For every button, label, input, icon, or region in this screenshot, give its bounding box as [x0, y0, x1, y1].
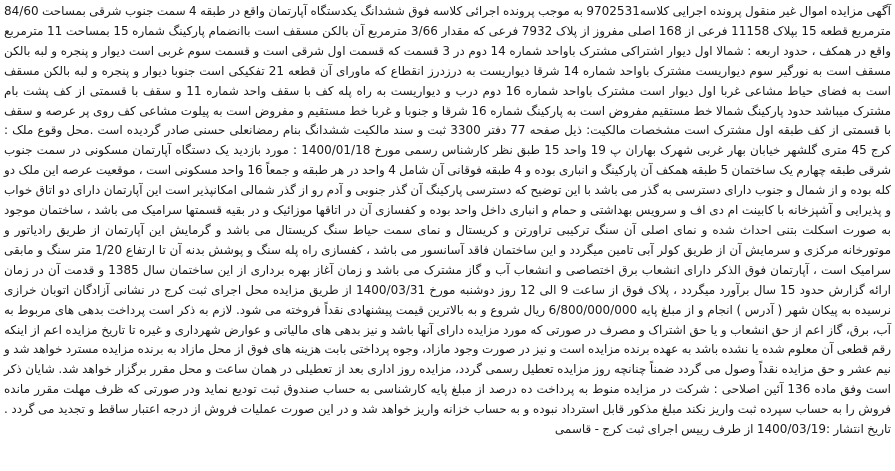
auction-notice-text: آگهی مزایده اموال غیر منقول پرونده اجرایی کلاسه9702531 به موجب پرونده اجرائی کلاسه فوق ششدانگ یکدستگاه آپارتمان واقع در طبقه 4 سمت جنوب شرقی بمساحت 84/60 مترمربع قطعه 15 بپلاک 11158 فرعی از 168 اصلی مفروز از پلاک 7932 فرعی که مقدار 3/66 مترمربع آن بالکن مسقف است باانضمام پارکینگ شماره 15 بمساحت 11 مترمربع واقع در همکف ، حدود اربعه : شمالا اول دیوار اشتراکی مشترک باواحد شماره 14 دوم در 3 قسمت که قسمت اول شرقی است و قسمت سوم غربی است دیوار و پنجره و لبه بالکن مسقف است به نورگیر سوم دیواریست مشترک باواحد شماره 14 شرقا دیواریست به درزدرز انقطاع که ماورای آن قطعه 21 تفکیکی است جنوبا دیوار و پنجره و لبه بالکن مسقف است به فضای حیاط مشاعی غربا اول دیوار است مشترک باواحد شماره 16 دوم درب و دیواریست به راه پله کف با سقف واحد شماره 11 و سقف با قسمتی از کف پشت بام مشترک میباشد حدود پارکینگ شمالا خط مستقیم مفروض است به پارکینگ شماره 16 شرقا و جنوبا و غربا خط مستقیم و مفروض است به پیلوت مشاعی کف روی پر عرصه و سقف با قسمتی از کف طبقه اول مشترک است مشخصات مالکیت: ذیل صفحه 77 دفتر 3300 ثبت و سند مالکیت ششدانگ بنام رمضانعلی حسنی صادر گردیده است .محل وقوع ملک : کرج 45 متری گلشهر خیابان بهار غربی شهرک بهاران پ 19 واحد 15 طبق نظر کارشناس رسمی مورخ 1400/01/18 : مورد بازدید یک دستگاه آپارتمان مسکونی در سمت جنوب شرقی طبقه چهارم یک ساختمان 5 طبقه همکف آن پارکینگ و انباری بوده و 4 طبقه فوقانی آن شامل 4 واحد در هر طبقه و جمعاً 16 واحد مسکونی است ، موقعیت عرصه این ملک دو کله بوده و از شمال و جنوب دارای دسترسی به گذر می باشد با این توضیح که دسترسی پارکینگ آن گذر جنوبی و آدم رو از گذر شمالی امکانپذیر است این آپارتمان دارای دو اتاق خواب و پذیرایی و آشپزخانه با کابینت ام دی اف و سرویس بهداشتی و حمام و انباری داخل واحد بوده و کفسازی آن در اتاقها موزائیک و در بقیه قسمتها سرامیک می باشد ، ساختمان موجود به صورت اسکلت بتنی احداث شده و نمای اصلی آن سنگ ترکیبی تراورتن و کریستال و نمای سمت حیاط سنگ کریستال می باشد و گرمایش این آپارتمان از طریق رادیاتور و موتورخانه مرکزی و سرمایش آن از طریق کولر آبی تامین میگردد و این ساختمان فاقد آسانسور می باشد ، کفسازی راه پله سنگ و پوشش بدنه آن تا ارتفاع 1/20 متر سنگ و مابقی سرامیک است ، آپارتمان فوق الذکر دارای انشعاب برق اختصاصی و انشعاب آب و گاز مشترک می باشد و زمان آغاز بهره برداری از این ساختمان سال 1385 و قدمت آن در زمان ارائه گزارش حدود 15 سال برآورد میگردد ، پلاک فوق از ساعت 9 الی 12 روز دوشنبه مورخ 1400/03/31 از طریق مزایده محل اجرای ثبت کرج در نشانی آزادگان اتوبان خرازی نرسیده به پیکان شهر ( آدرس ) انجام و از مبلغ پایه 6/800/000/000 ریال شروع و به بالاترین قیمت پیشنهادی نقداً فروخته می شود. لازم به ذکر است پرداخت بدهی های مربوط به آب، برق، گاز اعم از حق انشعاب و یا حق اشتراک و مصرف در صورتی که مورد مزایده دارای آنها باشد و نیز بدهی های مالیاتی و عوارض شهرداری و غیره تا تاریخ مزایده اعم از اینکه رقم قطعی آن معلوم شده یا نشده باشد به عهده برنده مزایده است و نیز در صورت وجود مازاد، وجوه پرداختی بابت هزینه های فوق از محل مازاد به برنده مزایده مسترد خواهد شد و نیم عشر و حق مزایده نقداً وصول می گردد ضمناً چنانچه روز مزایده تعطیل رسمی گردد، مزایده روز اداری بعد از تعطیلی در همان ساعت و محل مقرر برگزار خواهد شد. شایان ذکر است وفق ماده 136 آئین اصلاحی : شرکت در مزایده منوط به پرداخت ده درصد از مبلغ پایه کارشناسی به حساب صندوق ثبت تودیع نماید ودر صورتی که ظرف مهلت مقرر مانده فروش را به حساب سپرده ثبت واریز نکند مبلغ مذکور قابل استرداد نبوده و به حساب خزانه واریز خواهد شد و در این صورت عملیات فروش از درجه اعتبار ساقط و تجدید می گردد . تاریخ انتشار :1400/03/19 از طرف رییس اجرای ثبت کرج - قاسمی	[4, 4, 892, 437]
